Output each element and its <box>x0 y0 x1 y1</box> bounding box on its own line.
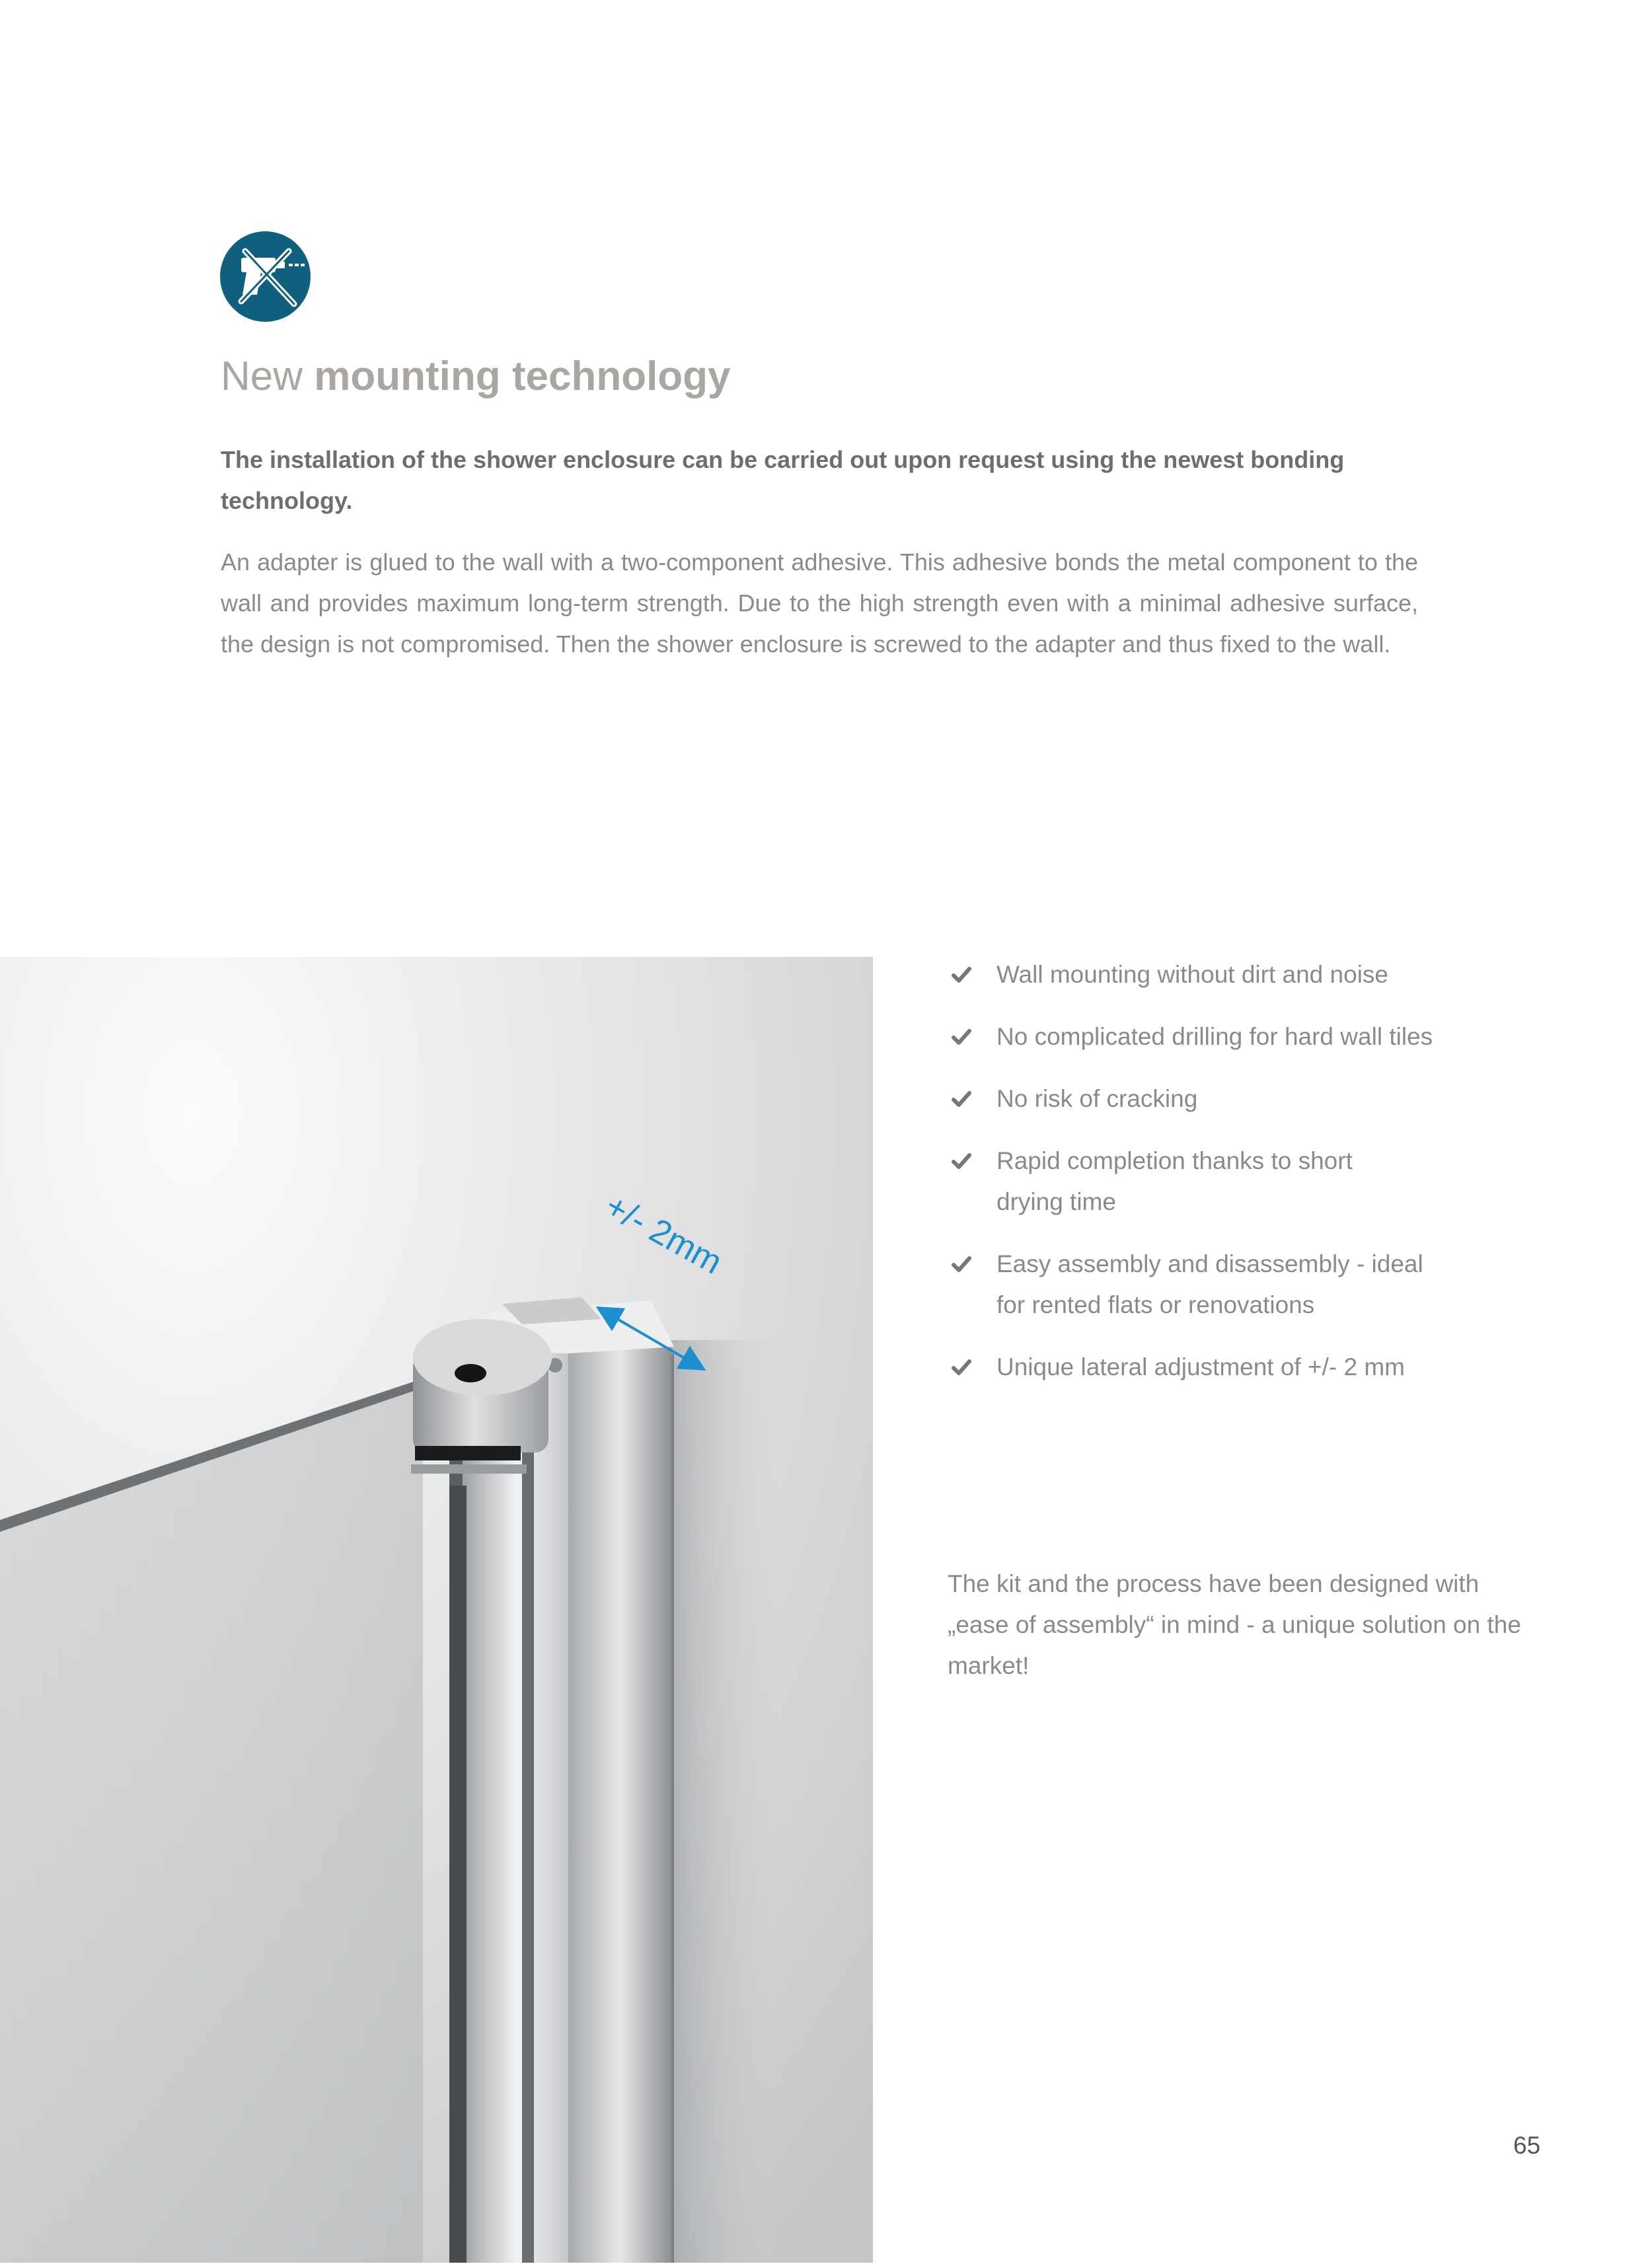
feature-item <box>952 954 1533 995</box>
feature-item <box>952 1078 1533 1119</box>
feature-text-continued: drying time <box>996 1188 1116 1215</box>
feature-list <box>952 954 1533 1409</box>
feature-text: No risk of cracking <box>996 1085 1198 1112</box>
check-icon <box>952 1090 971 1108</box>
dimension-label: +/- 2mm <box>599 1186 729 1282</box>
lead-paragraph: The installation of the shower enclosure can be carried out upon request using the newest bonding technology. <box>221 446 1345 514</box>
body-paragraph: An adapter is glued to the wall with a two-component adhesive. This adhesive bonds the metal component to the wall and provides maximum long-term strength. Due to the high strength even with a minimal adhesive surface, the design is not compromised. Then the shower enclosure is screwed to the adapter and thus fixed to the wall. <box>221 548 1418 658</box>
check-icon <box>952 1256 971 1273</box>
check-icon <box>952 1028 971 1045</box>
check-icon <box>952 966 971 983</box>
feature-text: Rapid completion thanks to short <box>996 1147 1353 1174</box>
product-photo <box>0 957 873 2263</box>
feature-text: Wall mounting without dirt and noise <box>996 961 1388 988</box>
closing-paragraph: The kit and the process have been designed with „ease of assembly“ in mind - a unique solution on the market! <box>948 1570 1521 1679</box>
check-icon <box>952 1359 971 1376</box>
feature-item <box>952 1244 1533 1326</box>
feature-text: Unique lateral adjustment of +/- 2 mm <box>996 1353 1405 1380</box>
feature-text: Easy assembly and disassembly - ideal <box>996 1250 1423 1277</box>
feature-item <box>952 1016 1533 1057</box>
feature-item <box>952 1141 1533 1223</box>
feature-text-continued: for rented flats or renovations <box>996 1291 1315 1318</box>
no-drilling-icon <box>220 231 311 322</box>
page-number: 65 <box>1513 2132 1541 2159</box>
no-drilling-badge <box>220 231 311 322</box>
title-light: New <box>221 354 303 399</box>
check-icon <box>952 1152 971 1170</box>
feature-item <box>952 1347 1533 1388</box>
page-title <box>221 350 731 403</box>
title-bold: mounting technology <box>314 354 731 399</box>
feature-text: No complicated drilling for hard wall tiles <box>996 1023 1433 1050</box>
